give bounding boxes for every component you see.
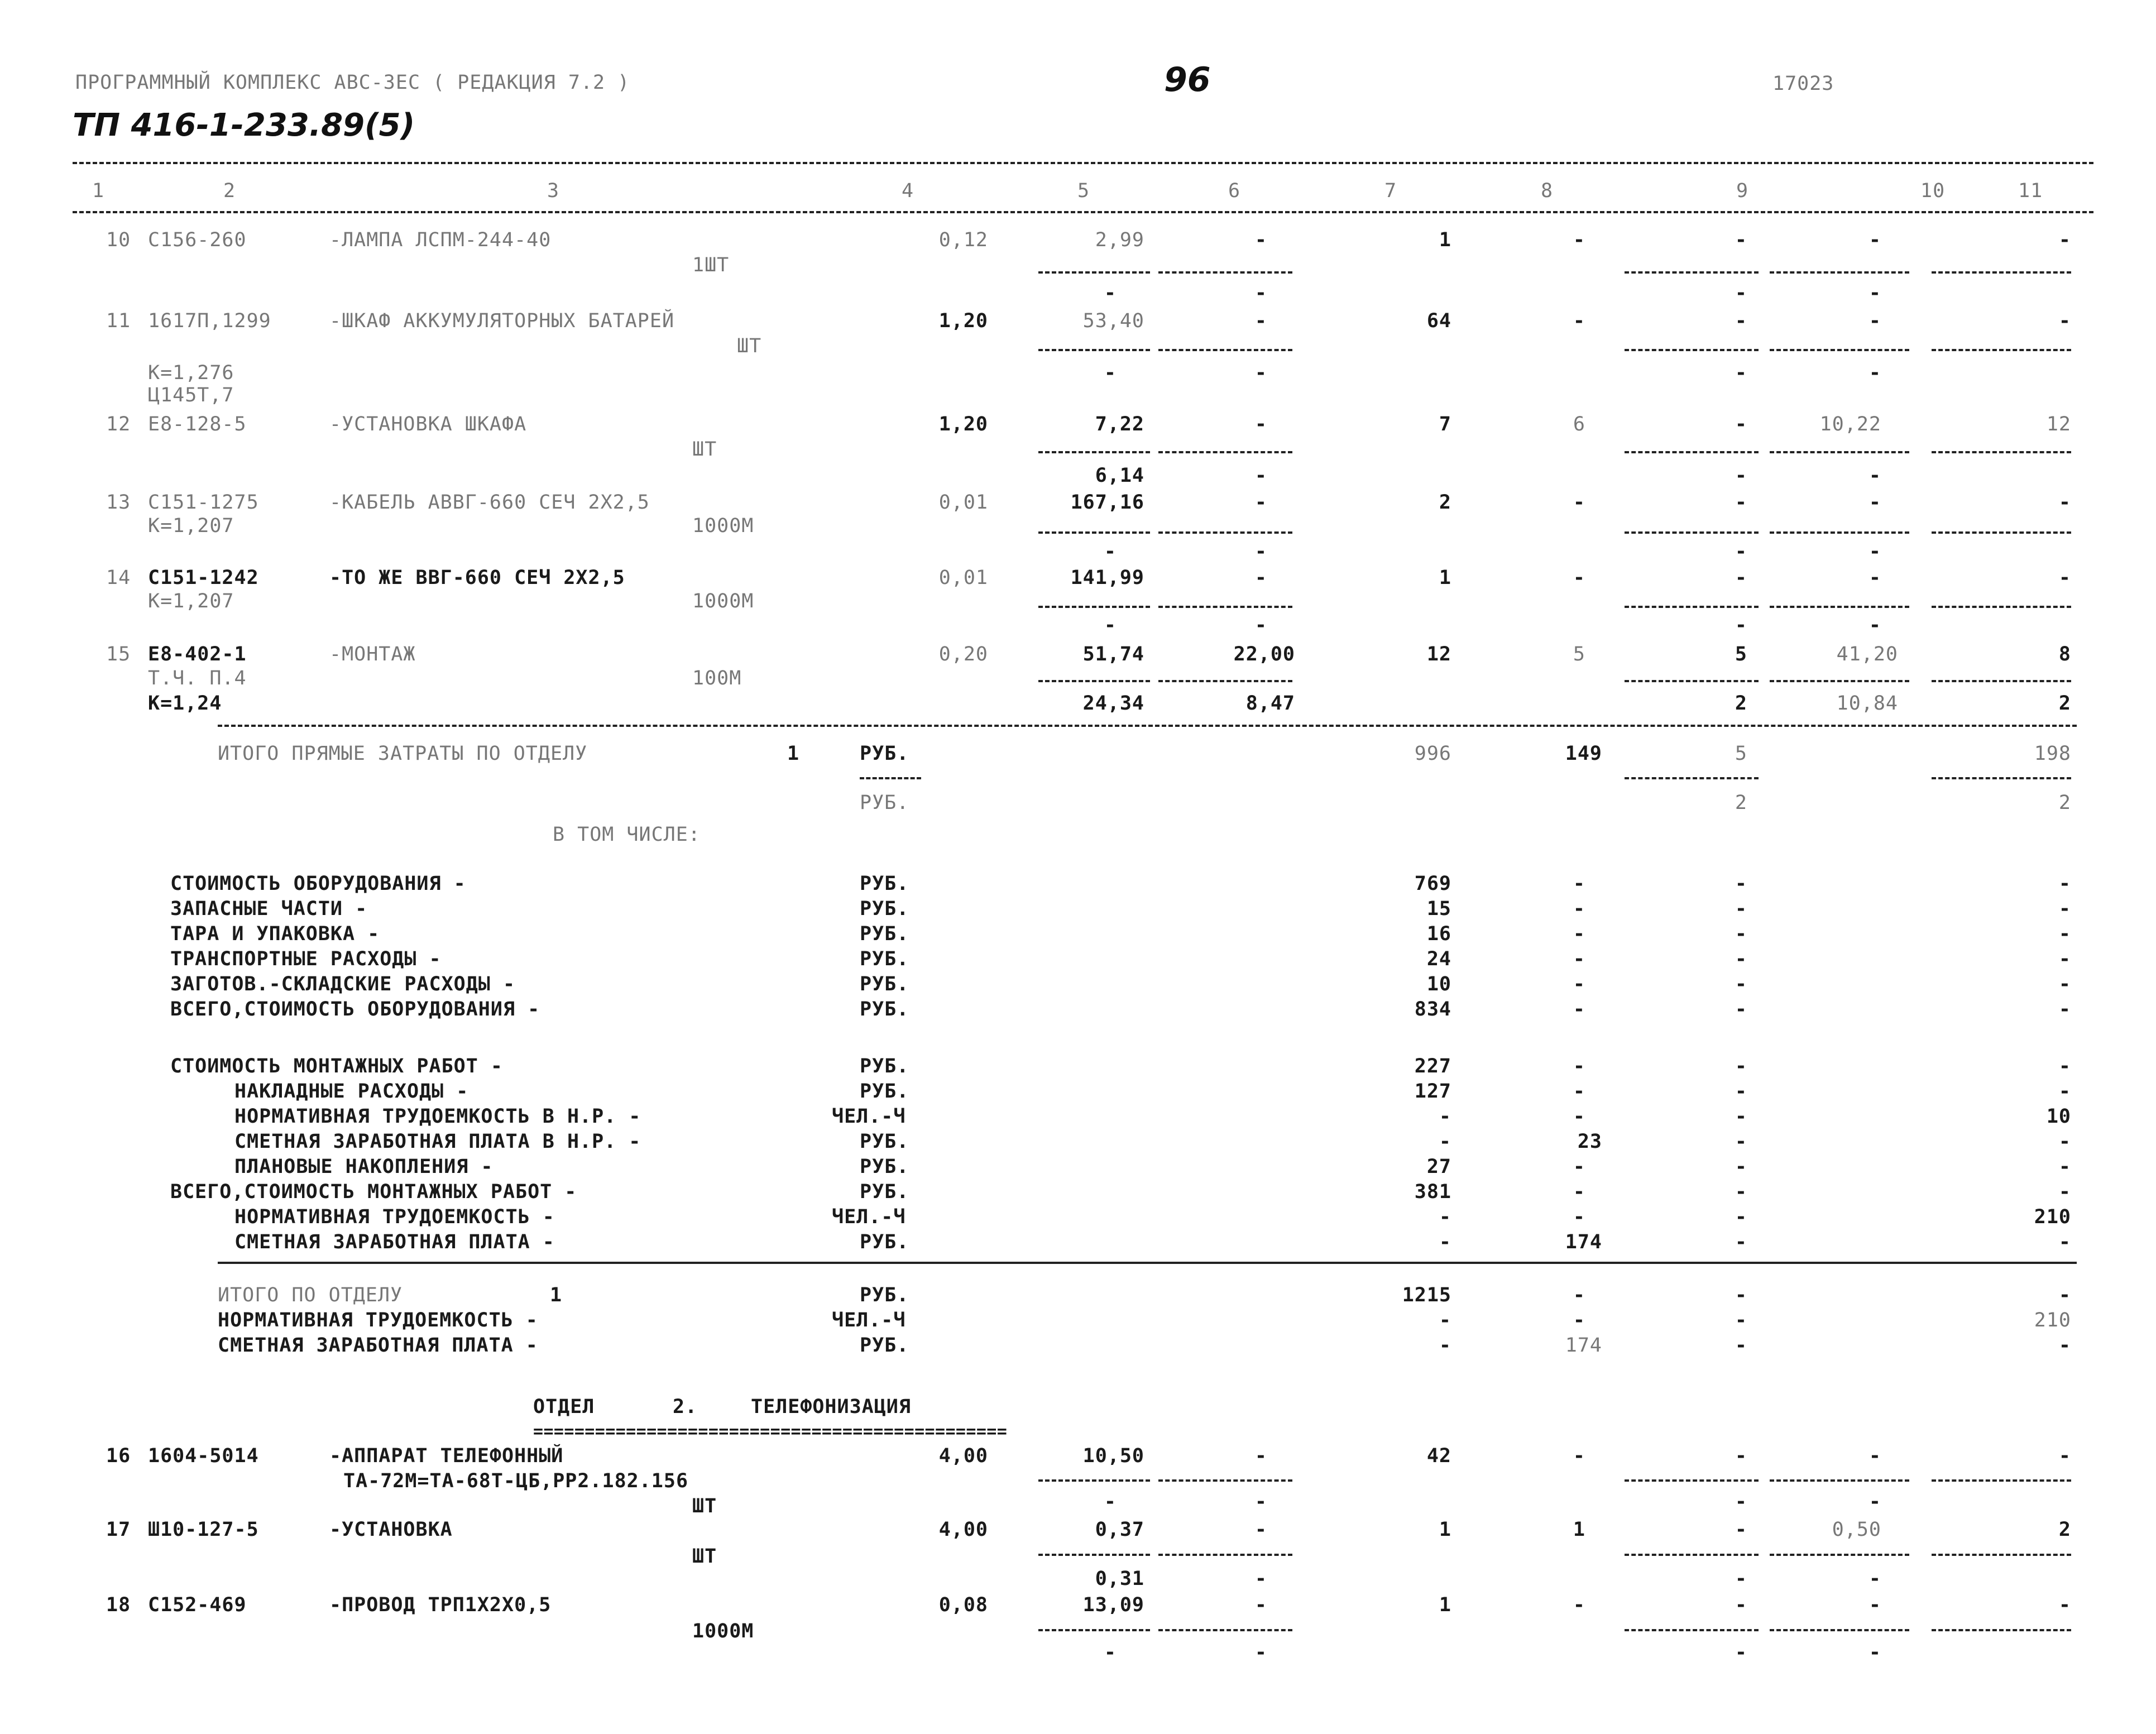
col10-sub: - (1868, 1491, 1881, 1513)
item-unit: 100М (692, 667, 742, 689)
col8: 1 (1573, 1519, 1585, 1541)
section-underline: ============================================== (533, 1422, 1008, 1441)
equip-c11: - (2058, 923, 2071, 945)
col5-sub: - (1104, 282, 1117, 304)
equip-c11: - (2058, 898, 2071, 920)
mount-c8: 23 (1577, 1131, 1602, 1153)
total-cost: 64 (1426, 310, 1451, 332)
mount-c7: - (1439, 1105, 1451, 1128)
equip-c8: - (1573, 948, 1585, 970)
col6-sub: 8,47 (1245, 692, 1295, 715)
col10: 0,50 (1832, 1519, 1881, 1541)
col11: - (2058, 310, 2071, 332)
price-code: С156-260 (148, 229, 247, 251)
col9-sub: - (1735, 282, 1747, 304)
quantity: 0,12 (938, 229, 988, 251)
col8: - (1573, 491, 1585, 514)
col-num: 1 (92, 180, 105, 202)
mount-unit: РУБ. (860, 1055, 909, 1077)
total-c11: 210 (2034, 1309, 2071, 1331)
mount-c8: - (1573, 1055, 1585, 1077)
quantity: 1,20 (938, 310, 988, 332)
row-number: 13 (106, 491, 131, 514)
col-num: 11 (2018, 180, 2043, 202)
price-code: 1604-5014 (148, 1445, 259, 1467)
unit-cost: 10,50 (1082, 1445, 1144, 1467)
col5-sub: 0,31 (1095, 1568, 1144, 1590)
mount-label: СТОИМОСТЬ МОНТАЖНЫХ РАБОТ - (170, 1055, 503, 1077)
total-label: СМЕТНАЯ ЗАРАБОТНАЯ ПЛАТА - (218, 1334, 538, 1357)
equip-c7: 15 (1426, 898, 1451, 920)
mount-c7: 227 (1414, 1055, 1451, 1077)
mount-label: ВСЕГО,СТОИМОСТЬ МОНТАЖНЫХ РАБОТ - (170, 1181, 577, 1203)
col8: 6 (1573, 413, 1585, 435)
price-note: Ц145Т,7 (148, 384, 234, 406)
col10-sub: - (1868, 464, 1881, 487)
total-c7: 1215 (1402, 1284, 1451, 1306)
quantity: 0,01 (938, 491, 988, 514)
col8: - (1573, 310, 1585, 332)
equip-c9: - (1735, 973, 1747, 995)
col9-sub: - (1735, 362, 1747, 384)
col5-sub: - (1104, 614, 1117, 636)
col10-sub: - (1868, 1568, 1881, 1590)
item-description: -ШКАФ АККУМУЛЯТОРНЫХ БАТАРЕЙ (329, 310, 675, 332)
total-unit: РУБ. (860, 1334, 909, 1357)
item-description: -УСТАНОВКА ШКАФА (329, 413, 527, 435)
mount-c8: 174 (1565, 1231, 1602, 1253)
col10-sub: - (1868, 540, 1881, 563)
equip-unit: РУБ. (860, 998, 909, 1021)
equip-unit: РУБ. (860, 923, 909, 945)
total-cost: 1 (1439, 1519, 1451, 1541)
mount-label: НОРМАТИВНАЯ ТРУДОЕМКОСТЬ - (234, 1206, 555, 1228)
quantity: 0,08 (938, 1594, 988, 1616)
section-label: ОТДЕЛ (533, 1396, 595, 1418)
equip-unit: РУБ. (860, 898, 909, 920)
mount-c8: - (1573, 1156, 1585, 1178)
col10: 41,20 (1836, 643, 1898, 665)
col11-sub: 2 (2058, 692, 2071, 715)
subtotal-c8: 149 (1565, 743, 1602, 765)
col11: 8 (2058, 643, 2071, 665)
mount-c11: - (2058, 1181, 2071, 1203)
page-number: 96 (1164, 60, 1211, 99)
mount-c9: - (1735, 1131, 1747, 1153)
total-unit: ЧЕЛ.-Ч (832, 1309, 906, 1331)
quantity: 0,01 (938, 567, 988, 589)
col6-sub: - (1254, 362, 1267, 384)
col9: - (1735, 1445, 1747, 1467)
equip-c11: - (2058, 948, 2071, 970)
total-c8: - (1573, 1309, 1585, 1331)
col6: - (1254, 310, 1267, 332)
row-number: 11 (106, 310, 131, 332)
mount-unit: ЧЕЛ.-Ч (832, 1206, 906, 1228)
mount-c7: 127 (1414, 1080, 1451, 1103)
subtotal-unit: РУБ. (860, 743, 909, 765)
mount-c9: - (1735, 1156, 1747, 1178)
total-cost: 1 (1439, 229, 1451, 251)
col10-sub: - (1868, 282, 1881, 304)
col11: - (2058, 229, 2071, 251)
price-code: С151-1275 (148, 491, 259, 514)
quantity: 1,20 (938, 413, 988, 435)
equip-c9: - (1735, 873, 1747, 895)
unit-cost: 51,74 (1082, 643, 1144, 665)
equip-c11: - (2058, 973, 2071, 995)
col6: - (1254, 1519, 1267, 1541)
equip-c8: - (1573, 973, 1585, 995)
item-unit: ШТ (737, 335, 762, 357)
mount-c8: - (1573, 1105, 1585, 1128)
col9: - (1735, 567, 1747, 589)
col-num: 3 (547, 180, 560, 202)
col10: - (1868, 1594, 1881, 1616)
item-unit: ШТ (692, 1495, 717, 1517)
totals-divider (218, 1262, 2077, 1264)
unit-cost: 13,09 (1082, 1594, 1144, 1616)
col10: - (1868, 567, 1881, 589)
item-description: -ЛАМПА ЛСПМ-244-40 (329, 229, 552, 251)
price-code: Е8-128-5 (148, 413, 247, 435)
including-label: В ТОМ ЧИСЛЕ: (553, 823, 701, 846)
col8: - (1573, 1594, 1585, 1616)
mount-c9: - (1735, 1181, 1747, 1203)
col6-sub: - (1254, 540, 1267, 563)
equip-c11: - (2058, 873, 2071, 895)
col6-sub: - (1254, 282, 1267, 304)
document-code: 17023 (1772, 73, 1834, 95)
total-label: ИТОГО ПО ОТДЕЛУ (218, 1284, 403, 1306)
mount-c11: 10 (2046, 1105, 2071, 1128)
mount-c7: - (1439, 1231, 1451, 1253)
total-cost: 42 (1426, 1445, 1451, 1467)
row-number: 18 (106, 1594, 131, 1616)
col-num: 10 (1920, 180, 1946, 202)
mount-c11: - (2058, 1055, 2071, 1077)
coefficient: К=1,207 (148, 515, 234, 537)
equip-unit: РУБ. (860, 948, 909, 970)
mount-c9: - (1735, 1080, 1747, 1103)
mount-c8: - (1573, 1181, 1585, 1203)
col6: - (1254, 413, 1267, 435)
price-code: Ш10-127-5 (148, 1519, 259, 1541)
section-divider (218, 725, 2077, 727)
tech-note: Т.Ч. П.4 (148, 667, 247, 689)
section-title: ТЕЛЕФОНИЗАЦИЯ (751, 1396, 911, 1418)
item-unit: ШТ (692, 438, 717, 461)
col9: - (1735, 1519, 1747, 1541)
total-cost: 2 (1439, 491, 1451, 514)
row-number: 12 (106, 413, 131, 435)
equip-label: ЗАГОТОВ.-СКЛАДСКИЕ РАСХОДЫ - (170, 973, 516, 995)
col-num: 8 (1541, 180, 1554, 202)
mount-unit: РУБ. (860, 1231, 909, 1253)
total-c9: - (1735, 1334, 1747, 1357)
col11: 12 (2046, 413, 2071, 435)
mount-c7: - (1439, 1206, 1451, 1228)
mount-unit: РУБ. (860, 1080, 909, 1103)
equip-unit: РУБ. (860, 873, 909, 895)
unit-cost: 141,99 (1070, 567, 1144, 589)
mount-c11: - (2058, 1156, 2071, 1178)
mount-label: СМЕТНАЯ ЗАРАБОТНАЯ ПЛАТА - (234, 1231, 555, 1253)
subtotal-c11-sub: 2 (2058, 792, 2071, 814)
total-c7: - (1439, 1309, 1451, 1331)
col8: - (1573, 1445, 1585, 1467)
equip-c8: - (1573, 898, 1585, 920)
col10-sub: - (1868, 1641, 1881, 1664)
mount-c8: - (1573, 1206, 1585, 1228)
subtotal-c11: 198 (2034, 743, 2071, 765)
col10: - (1868, 229, 1881, 251)
col9: - (1735, 1594, 1747, 1616)
quantity: 4,00 (938, 1445, 988, 1467)
quantity: 0,20 (938, 643, 988, 665)
mount-unit: ЧЕЛ.-Ч (832, 1105, 906, 1128)
col9-sub: - (1735, 614, 1747, 636)
unit-cost: 2,99 (1095, 229, 1144, 251)
header-rule-top (73, 162, 2093, 164)
equip-label: ТАРА И УПАКОВКА - (170, 923, 380, 945)
section-number: 2. (673, 1396, 698, 1418)
mount-c8: - (1573, 1080, 1585, 1103)
mount-unit: РУБ. (860, 1181, 909, 1203)
col11: - (2058, 1594, 2071, 1616)
item-description: -ПРОВОД ТРП1Х2Х0,5 (329, 1594, 552, 1616)
total-unit: РУБ. (860, 1284, 909, 1306)
col9-sub: - (1735, 464, 1747, 487)
col-num: 5 (1077, 180, 1090, 202)
item-description: -АППАРАТ ТЕЛЕФОННЫЙ (329, 1445, 564, 1467)
total-section-num: 1 (550, 1284, 563, 1306)
col9-sub: - (1735, 1641, 1747, 1664)
col9: - (1735, 229, 1747, 251)
mount-label: НОРМАТИВНАЯ ТРУДОЕМКОСТЬ В Н.Р. - (234, 1105, 641, 1128)
coefficient: К=1,276 (148, 362, 234, 384)
row-number: 14 (106, 567, 131, 589)
total-cost: 12 (1426, 643, 1451, 665)
equip-c9: - (1735, 898, 1747, 920)
col10: 10,22 (1819, 413, 1881, 435)
row-number: 15 (106, 643, 131, 665)
col6-sub: - (1254, 1568, 1267, 1590)
equip-label: ТРАНСПОРТНЫЕ РАСХОДЫ - (170, 948, 442, 970)
col5-sub: - (1104, 540, 1117, 563)
item-unit: 1ШТ (692, 254, 730, 276)
col10-sub: - (1868, 362, 1881, 384)
item-unit: 1000М (692, 1620, 754, 1642)
mount-c11: - (2058, 1231, 2071, 1253)
col8: 5 (1573, 643, 1585, 665)
equip-c7: 10 (1426, 973, 1451, 995)
col10: - (1868, 310, 1881, 332)
doc-reference: ТП 416-1-233.89(5) (73, 107, 415, 143)
mount-label: НАКЛАДНЫЕ РАСХОДЫ - (234, 1080, 469, 1103)
unit-cost: 7,22 (1095, 413, 1144, 435)
col6: - (1254, 229, 1267, 251)
col-num: 7 (1384, 180, 1397, 202)
col9: 5 (1735, 643, 1747, 665)
mount-c9: - (1735, 1231, 1747, 1253)
mount-c11: 210 (2034, 1206, 2071, 1228)
unit-cost: 0,37 (1095, 1519, 1144, 1541)
col6-sub: - (1254, 614, 1267, 636)
equip-label: СТОИМОСТЬ ОБОРУДОВАНИЯ - (170, 873, 466, 895)
program-header: ПРОГРАММНЫЙ КОМПЛЕКС АВС-ЗЕС ( РЕДАКЦИЯ 7.2 ) (75, 71, 630, 94)
col9-sub: - (1735, 540, 1747, 563)
col11: 2 (2058, 1519, 2071, 1541)
total-c11: - (2058, 1284, 2071, 1306)
col11: - (2058, 1445, 2071, 1467)
col-num: 6 (1228, 180, 1241, 202)
mount-label: СМЕТНАЯ ЗАРАБОТНАЯ ПЛАТА В Н.Р. - (234, 1131, 641, 1153)
col5-sub: 6,14 (1095, 464, 1144, 487)
col9-sub: - (1735, 1491, 1747, 1513)
price-code: С151-1242 (148, 567, 259, 589)
col-num: 4 (902, 180, 914, 202)
col10: - (1868, 491, 1881, 514)
col9: - (1735, 310, 1747, 332)
total-c9: - (1735, 1309, 1747, 1331)
total-c7: - (1439, 1334, 1451, 1357)
mount-c9: - (1735, 1055, 1747, 1077)
col5-sub: - (1104, 1491, 1117, 1513)
total-cost: 1 (1439, 567, 1451, 589)
mount-c7: 27 (1426, 1156, 1451, 1178)
price-code: С152-469 (148, 1594, 247, 1616)
equip-c8: - (1573, 873, 1585, 895)
equip-unit: РУБ. (860, 973, 909, 995)
mount-c7: 381 (1414, 1181, 1451, 1203)
total-c8: 174 (1565, 1334, 1602, 1357)
row-number: 17 (106, 1519, 131, 1541)
row-number: 10 (106, 229, 131, 251)
mount-c11: - (2058, 1080, 2071, 1103)
item-description: -ТО ЖЕ ВВГ-660 СЕЧ 2Х2,5 (329, 567, 625, 589)
item-description: -УСТАНОВКА (329, 1519, 453, 1541)
mount-unit: РУБ. (860, 1156, 909, 1178)
col11: - (2058, 491, 2071, 514)
col10: - (1868, 1445, 1881, 1467)
equip-c7: 769 (1414, 873, 1451, 895)
price-code: 1617П,1299 (148, 310, 271, 332)
col5-sub: 24,34 (1082, 692, 1144, 715)
col8: - (1573, 567, 1585, 589)
col10-sub: 10,84 (1836, 692, 1898, 715)
quantity: 4,00 (938, 1519, 988, 1541)
total-label: НОРМАТИВНАЯ ТРУДОЕМКОСТЬ - (218, 1309, 538, 1331)
col6-sub: - (1254, 464, 1267, 487)
subtotal-c9-sub: 2 (1735, 792, 1747, 814)
col6-sub: - (1254, 1641, 1267, 1664)
mount-label: ПЛАНОВЫЕ НАКОПЛЕНИЯ - (234, 1156, 494, 1178)
mount-c7: - (1439, 1131, 1451, 1153)
subtotal-c9: 5 (1735, 743, 1747, 765)
col5-sub: - (1104, 1641, 1117, 1664)
item-description: -КАБЕЛЬ АВВГ-660 СЕЧ 2Х2,5 (329, 491, 650, 514)
total-c8: - (1573, 1284, 1585, 1306)
mount-c11: - (2058, 1131, 2071, 1153)
unit-cost: 53,40 (1082, 310, 1144, 332)
subtotal-c7: 996 (1414, 743, 1451, 765)
col9: - (1735, 491, 1747, 514)
col6-sub: - (1254, 1491, 1267, 1513)
equip-c9: - (1735, 948, 1747, 970)
unit-cost: 167,16 (1070, 491, 1144, 514)
col10-sub: - (1868, 614, 1881, 636)
col5-sub: - (1104, 362, 1117, 384)
item-unit: 1000М (692, 590, 754, 612)
equip-c8: - (1573, 998, 1585, 1021)
col9: - (1735, 413, 1747, 435)
equip-c7: 16 (1426, 923, 1451, 945)
equip-c7: 24 (1426, 948, 1451, 970)
col9-sub: - (1735, 1568, 1747, 1590)
equip-c9: - (1735, 998, 1747, 1021)
col-num: 2 (223, 180, 236, 202)
mount-c9: - (1735, 1206, 1747, 1228)
col11: - (2058, 567, 2071, 589)
col6: - (1254, 567, 1267, 589)
subtotal-unit-2: РУБ. (860, 792, 909, 814)
equip-label: ЗАПАСНЫЕ ЧАСТИ - (170, 898, 368, 920)
equip-c9: - (1735, 923, 1747, 945)
coefficient: К=1,24 (148, 692, 222, 715)
item-description-2: ТА-72М=ТА-68Т-ЦБ,РР2.182.156 (343, 1470, 689, 1492)
mount-unit: РУБ. (860, 1131, 909, 1153)
item-unit: ШТ (692, 1545, 717, 1568)
coefficient: К=1,207 (148, 590, 234, 612)
col9-sub: 2 (1735, 692, 1747, 715)
total-cost: 7 (1439, 413, 1451, 435)
item-description: -МОНТАЖ (329, 643, 416, 665)
col-num: 9 (1736, 180, 1749, 202)
col6: - (1254, 491, 1267, 514)
equip-c11: - (2058, 998, 2071, 1021)
subtotal-section-num: 1 (787, 743, 800, 765)
equip-c7: 834 (1414, 998, 1451, 1021)
row-number: 16 (106, 1445, 131, 1467)
col6: - (1254, 1594, 1267, 1616)
total-c9: - (1735, 1284, 1747, 1306)
total-cost: 1 (1439, 1594, 1451, 1616)
col6: 22,00 (1233, 643, 1295, 665)
subtotal-label: ИТОГО ПРЯМЫЕ ЗАТРАТЫ ПО ОТДЕЛУ (218, 743, 588, 765)
col8: - (1573, 229, 1585, 251)
item-unit: 1000М (692, 515, 754, 537)
total-c11: - (2058, 1334, 2071, 1357)
header-rule-bottom (73, 211, 2093, 213)
equip-label: ВСЕГО,СТОИМОСТЬ ОБОРУДОВАНИЯ - (170, 998, 540, 1021)
equip-c8: - (1573, 923, 1585, 945)
price-code: Е8-402-1 (148, 643, 247, 665)
mount-c9: - (1735, 1105, 1747, 1128)
col6: - (1254, 1445, 1267, 1467)
